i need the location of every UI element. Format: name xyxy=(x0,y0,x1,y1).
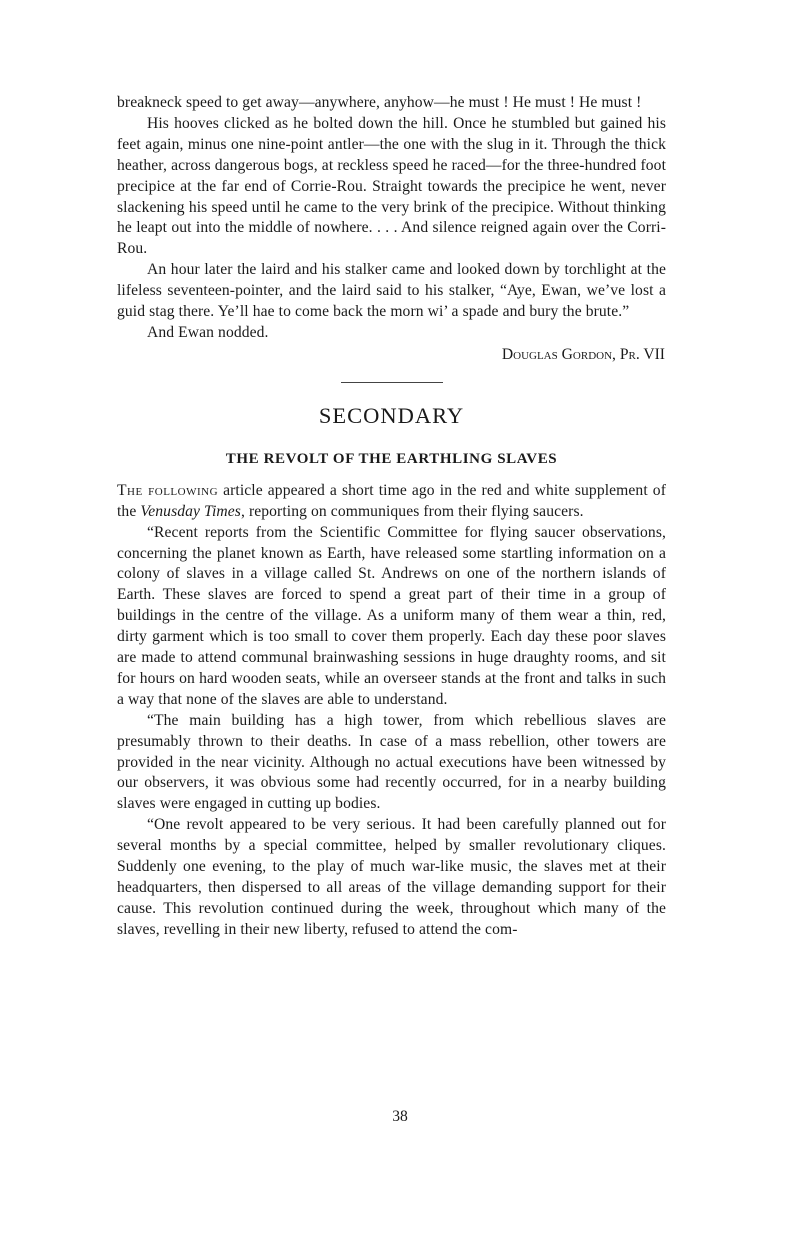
article-intro-paragraph xyxy=(117,481,666,523)
intro-lead-words: The following xyxy=(117,481,219,499)
article-body xyxy=(117,481,666,941)
article-title: THE REVOLT OF THE EARTHLING SLAVES xyxy=(225,450,558,467)
page-number: 38 xyxy=(392,1108,408,1125)
continued-story xyxy=(117,93,666,366)
author-signature: Douglas Gordon, Pr. VII xyxy=(501,345,665,363)
intro-text-end: , reporting on communiques from their flying saucers. xyxy=(240,502,584,520)
story-paragraph: And Ewan nodded. xyxy=(147,323,269,341)
publication-name: Venusday Times xyxy=(140,502,241,520)
article-paragraph: “One revolt appeared to be very serious. It had been carefully planned out for several months by a special committee, helped by smaller revolutionary cliques. Suddenly one evening, to the play of much war-like music, the slaves met at their headquarters, then dispersed to all areas of the village demanding support for their cause. This revolution continued during the week, throughout which many of the slaves, revelling in their new liberty, refused to attend the com- xyxy=(117,816,666,938)
intro-text: article appeared a short time ago in the red and white supplement of the xyxy=(117,481,667,520)
story-paragraph: breakneck speed to get away—anywhere, anyhow—he must ! He must ! He must ! xyxy=(117,94,642,111)
page-content xyxy=(117,93,666,941)
story-paragraph: His hooves clicked as he bolted down the hill. Once he stumbled but gained his feet again, minus one nine-point antler—the one with the slug in it. Through the thick heather, across dangerous bogs, at reckless speed he raced—for the three-hundred foot precipice at the far end of Corrie-Rou. Straight towards the precipice he went, never slackening his speed until he came to the very brink of the precipice. Without thinking he leapt out into the middle of nowhere. . . . And silence reigned again over the Corri-Rou. xyxy=(117,114,666,258)
article-paragraph: “The main building has a high tower, from which rebellious slaves are presumably thrown to their deaths. In case of a mass rebellion, other towers are provided in the near vicinity. Although no actual executions have been witnessed by our observers, it was obvious some had recently occurred, for in a nearby building slaves were engaged in cutting up bodies. xyxy=(117,711,666,813)
article-paragraph: “Recent reports from the Scientific Committee for flying saucer observations, concerning the planet known as Earth, have released some startling information on a colony of slaves in a village called St. Andrews on one of the northern islands of Earth. These slaves are forced to spend a great part of their time in a group of buildings in the centre of the village. As a uniform many of them wear a thin, red, dirty garment which is too small to cover them properly. Each day these poor slaves are made to attend communal brainwashing sessions in huge draughty rooms, and sit for hours on hard wooden seats, while an overseer stands at the front and talks in such a way that none of the slaves are able to understand. xyxy=(117,523,666,708)
story-paragraph: An hour later the laird and his stalker came and looked down by torchlight at the lifeless seventeen-pointer, and the laird said to his stalker, “Aye, Ewan, we’ve lost a guid stag there. Ye’ll hae to come back the morn wi’ a spade and bury the brute.” xyxy=(117,261,666,321)
section-heading: SECONDARY xyxy=(318,402,465,428)
section-divider xyxy=(341,382,443,383)
